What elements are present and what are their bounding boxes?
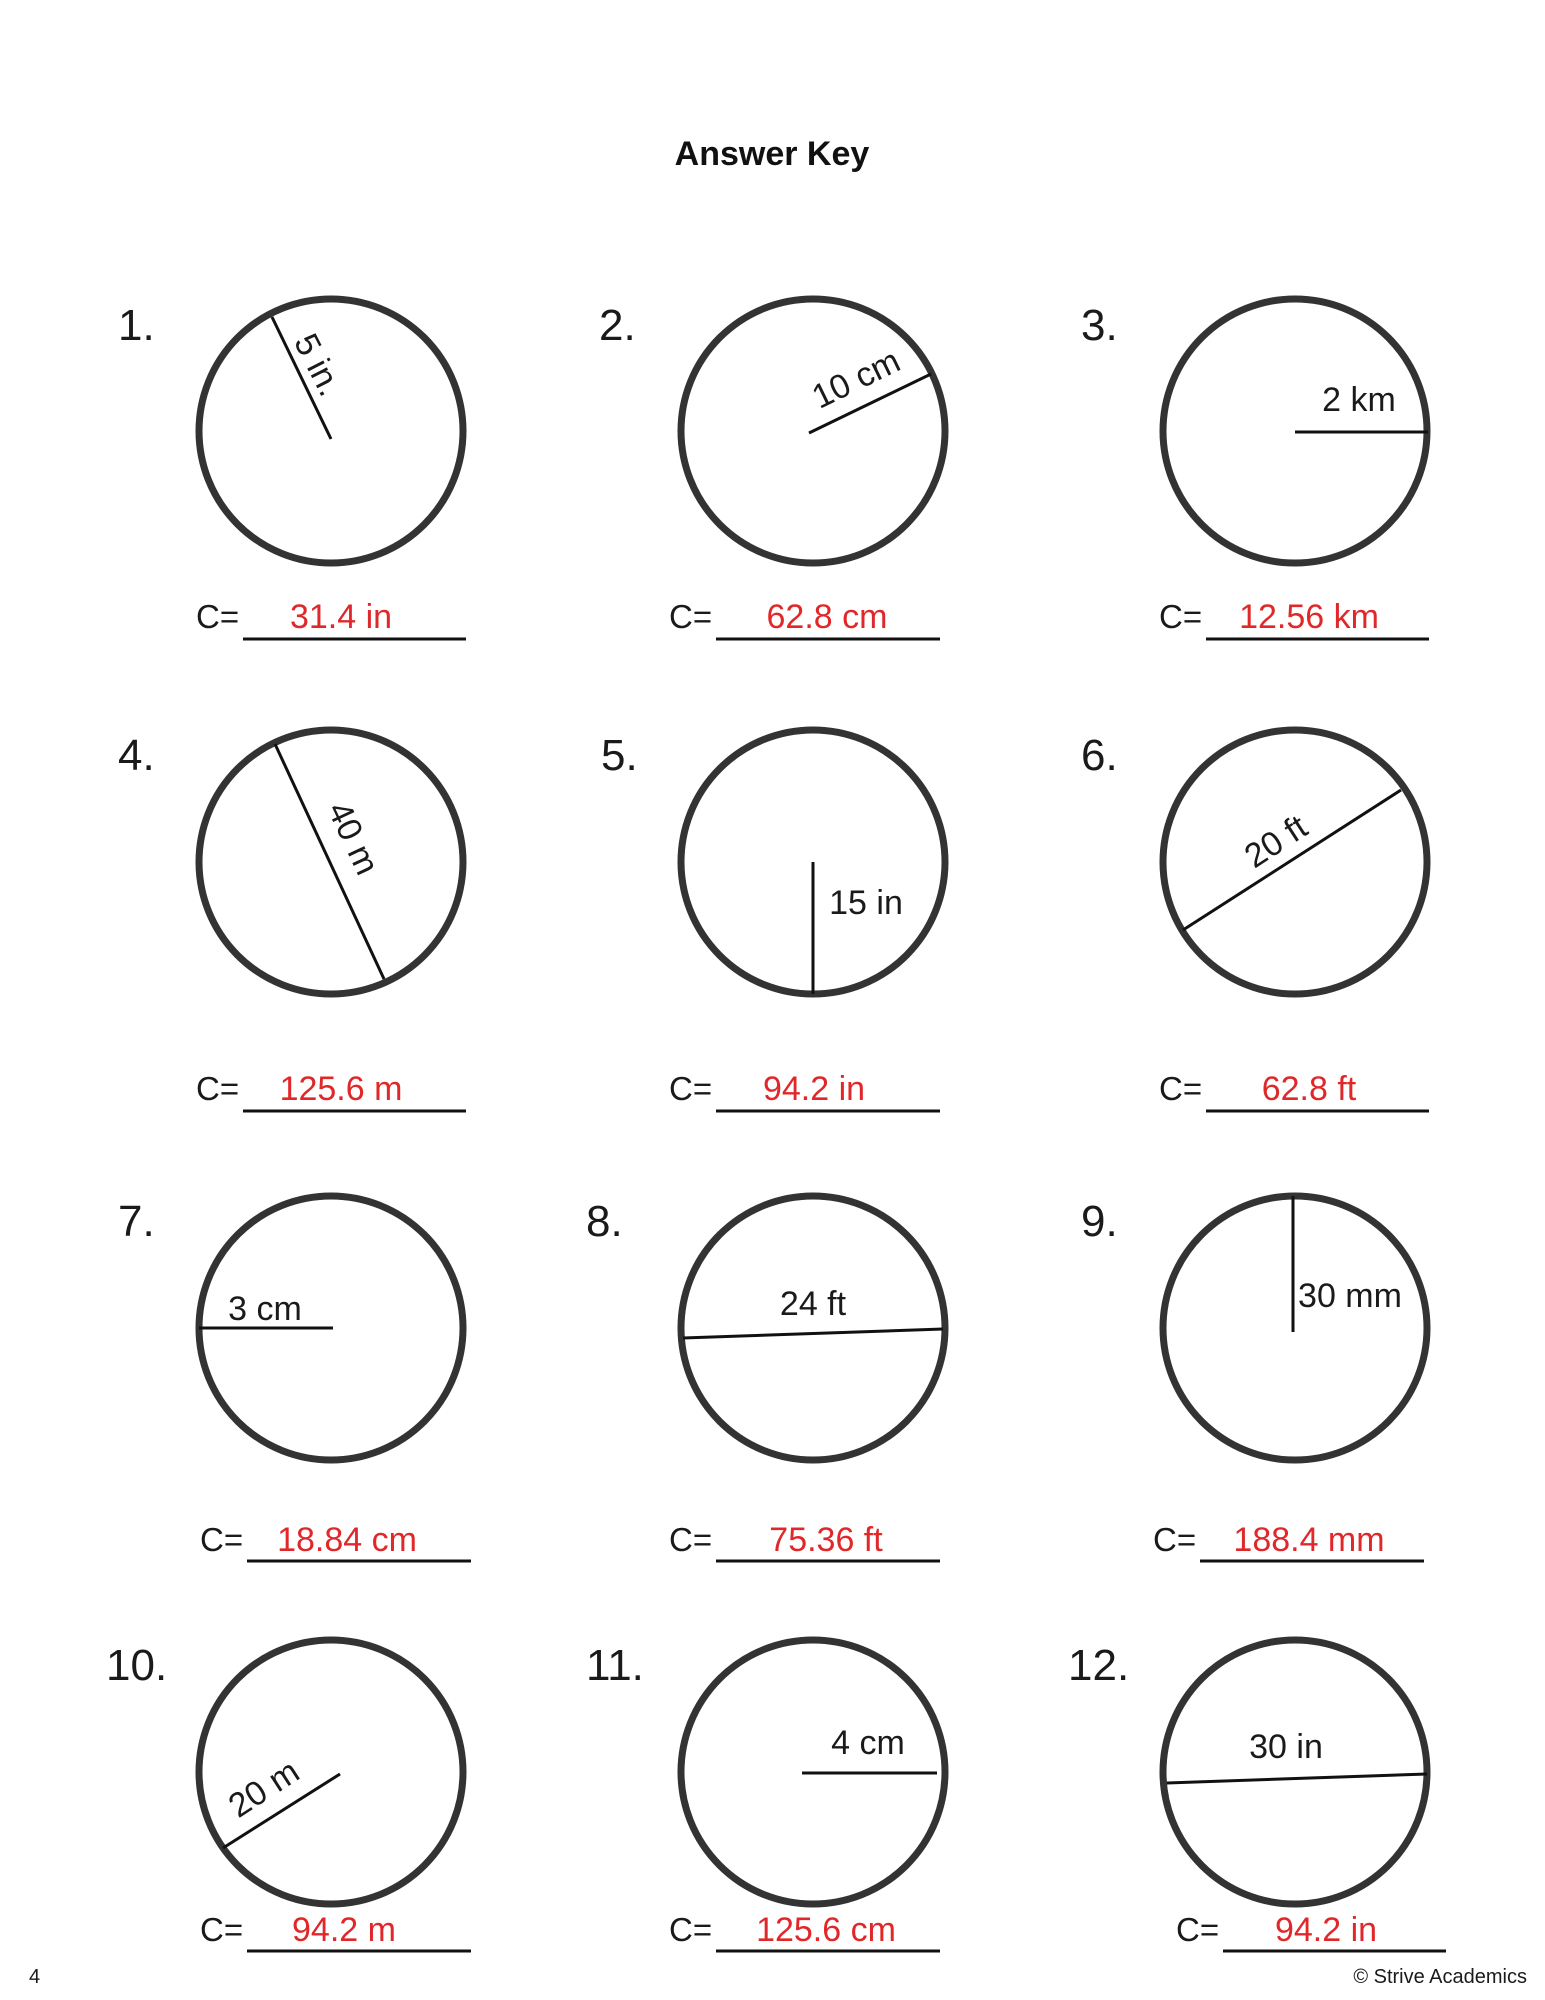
answer: 125.6 m [279, 1070, 403, 1108]
measure-label: 15 in [829, 884, 903, 922]
diameter-line [683, 1329, 943, 1338]
measure-label: 20 ft [1237, 807, 1315, 876]
problem-5 [601, 730, 945, 1111]
problem-9 [1081, 1196, 1427, 1561]
answer: 188.4 mm [1233, 1521, 1385, 1559]
problem-number: 6. [1081, 731, 1118, 780]
circumference-prefix: C= [1159, 1070, 1203, 1107]
answer: 125.6 cm [756, 1911, 896, 1949]
answer: 94.2 in [1274, 1911, 1378, 1949]
answer: 31.4 in [289, 598, 393, 636]
problem-number: 8. [586, 1197, 623, 1246]
problem-number: 4. [118, 731, 155, 780]
circle [1163, 730, 1427, 994]
circumference-prefix: C= [200, 1521, 244, 1558]
circle [199, 299, 463, 563]
answer: 94.2 in [762, 1070, 866, 1108]
problem-3 [1081, 299, 1429, 639]
circumference-prefix: C= [1153, 1521, 1197, 1558]
problem-10 [106, 1640, 471, 1951]
problem-12 [1068, 1640, 1446, 1951]
circumference-prefix: C= [669, 1521, 713, 1558]
problem-8 [586, 1196, 945, 1561]
circumference-prefix: C= [1176, 1911, 1220, 1948]
measure-label: 24 ft [779, 1285, 847, 1323]
problem-number: 3. [1081, 301, 1118, 350]
measure-label: 3 cm [228, 1290, 302, 1328]
circumference-prefix: C= [669, 1070, 713, 1107]
problem-number: 1. [118, 301, 155, 350]
measure-label: 4 cm [831, 1724, 905, 1762]
problem-number: 2. [599, 301, 636, 350]
circumference-prefix: C= [669, 1911, 713, 1948]
measure-label: 20 m [221, 1752, 307, 1826]
circumference-prefix: C= [196, 598, 240, 635]
circle [1163, 1196, 1427, 1460]
problem-number: 12. [1068, 1641, 1130, 1690]
problem-number: 9. [1081, 1197, 1118, 1246]
measure-label: 40 m [319, 796, 387, 881]
problem-number: 5. [601, 731, 638, 780]
problem-number: 10. [106, 1641, 168, 1690]
copyright-notice: © Strive Academics [1353, 1966, 1527, 1988]
answer: 75.36 ft [769, 1521, 883, 1559]
page-number: 4 [29, 1966, 41, 1988]
answer: 12.56 km [1239, 598, 1379, 636]
measure-label: 2 km [1322, 381, 1396, 419]
problem-number: 7. [118, 1197, 155, 1246]
problem-11 [586, 1640, 945, 1951]
answer: 18.84 cm [277, 1521, 417, 1559]
circumference-prefix: C= [669, 598, 713, 635]
page-title: Answer Key [674, 135, 870, 173]
problem-6 [1081, 730, 1429, 1111]
circle [681, 1196, 945, 1460]
problem-7 [118, 1196, 471, 1561]
answer: 94.2 m [292, 1911, 396, 1949]
problem-1 [118, 299, 466, 639]
measure-label: 10 cm [806, 341, 907, 417]
circle [199, 1640, 463, 1904]
diameter-line [1167, 1774, 1427, 1783]
problem-4 [118, 730, 466, 1111]
problem-2 [599, 299, 945, 639]
circumference-prefix: C= [196, 1070, 240, 1107]
measure-label: 30 mm [1298, 1277, 1402, 1315]
circumference-prefix: C= [1159, 598, 1203, 635]
circle [1163, 1640, 1427, 1904]
measure-label: 30 in [1249, 1728, 1323, 1766]
circumference-prefix: C= [200, 1911, 244, 1948]
problem-number: 11. [586, 1641, 644, 1690]
answer: 62.8 cm [766, 598, 888, 636]
answer: 62.8 ft [1261, 1070, 1357, 1108]
measure-label: 5 in. [286, 327, 350, 403]
